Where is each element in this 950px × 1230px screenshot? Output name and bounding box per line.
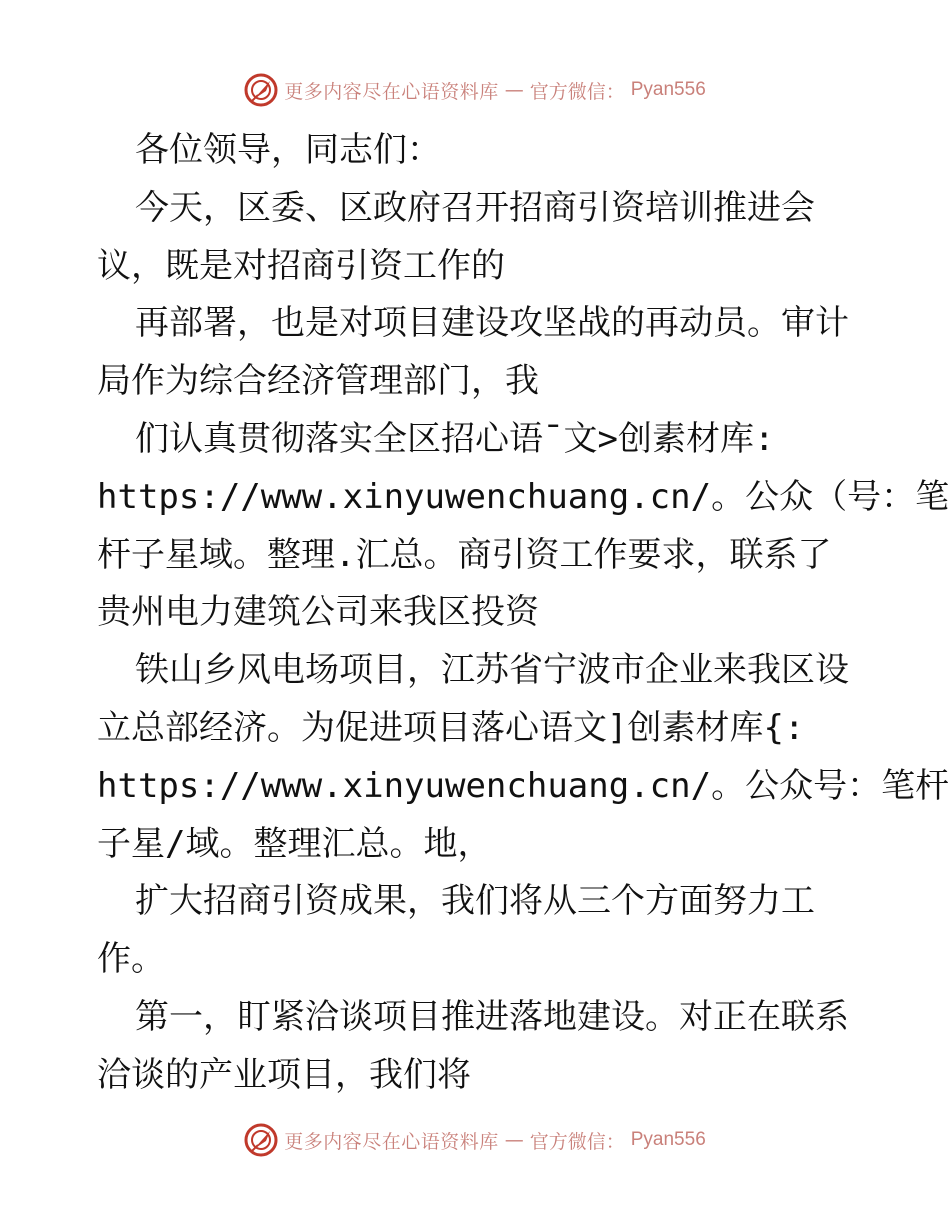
banner-wechat-id: Pyan556: [630, 1129, 706, 1150]
text-line: 今天，区委、区政府召开招商引资培训推进会: [135, 187, 815, 228]
body-text: [97, 122, 950, 1105]
footer-banner: [0, 1122, 950, 1158]
text-line: 们认真贯彻落实全区招心语¯文>创素材库:: [135, 418, 775, 459]
quill-logo-icon: [244, 73, 278, 107]
banner-separator: —: [504, 79, 524, 101]
text-line: 扩大招商引资成果，我们将从三个方面努力工: [135, 881, 815, 922]
text-line: 杆子星域。整理.汇总。商引资工作要求，联系了: [97, 534, 832, 575]
text-line-url: https://www.xinyuwenchuang.cn/。公众（号：笔: [97, 476, 950, 517]
text-line-salutation: 各位领导，同志们：: [135, 130, 441, 170]
text-line: 铁山乡风电场项目，江苏省宁波市企业来我区设: [135, 650, 849, 691]
banner-slogan: 更多内容尽在心语资料库: [284, 1130, 499, 1153]
banner-wechat-label: 官方微信：: [529, 1130, 625, 1153]
header-banner: [0, 72, 950, 108]
text-line: 洽谈的产业项目，我们将: [97, 1054, 471, 1095]
text-line: 局作为综合经济管理部门，我: [97, 361, 539, 402]
text-line: 立总部经济。为促进项目落心语文]创素材库{:: [97, 707, 805, 748]
text-line: 子星/域。整理汇总。地，: [97, 823, 492, 864]
text-line: 第一，盯紧洽谈项目推进落地建设。对正在联系: [135, 996, 849, 1037]
banner-slogan: 更多内容尽在心语资料库: [284, 80, 499, 103]
text-line-url: https://www.xinyuwenchuang.cn/。公众号：笔杆: [97, 765, 950, 806]
banner-wechat-id: Pyan556: [630, 79, 706, 100]
banner-separator: —: [504, 1129, 524, 1151]
text-line: 议，既是对招商引资工作的: [97, 245, 505, 286]
text-line: 再部署，也是对项目建设攻坚战的再动员。审计: [135, 303, 849, 344]
quill-logo-icon: [244, 1123, 278, 1157]
text-line: 贵州电力建筑公司来我区投资: [97, 592, 539, 633]
banner-wechat-label: 官方微信：: [529, 80, 625, 103]
text-line: 作。: [97, 939, 165, 980]
